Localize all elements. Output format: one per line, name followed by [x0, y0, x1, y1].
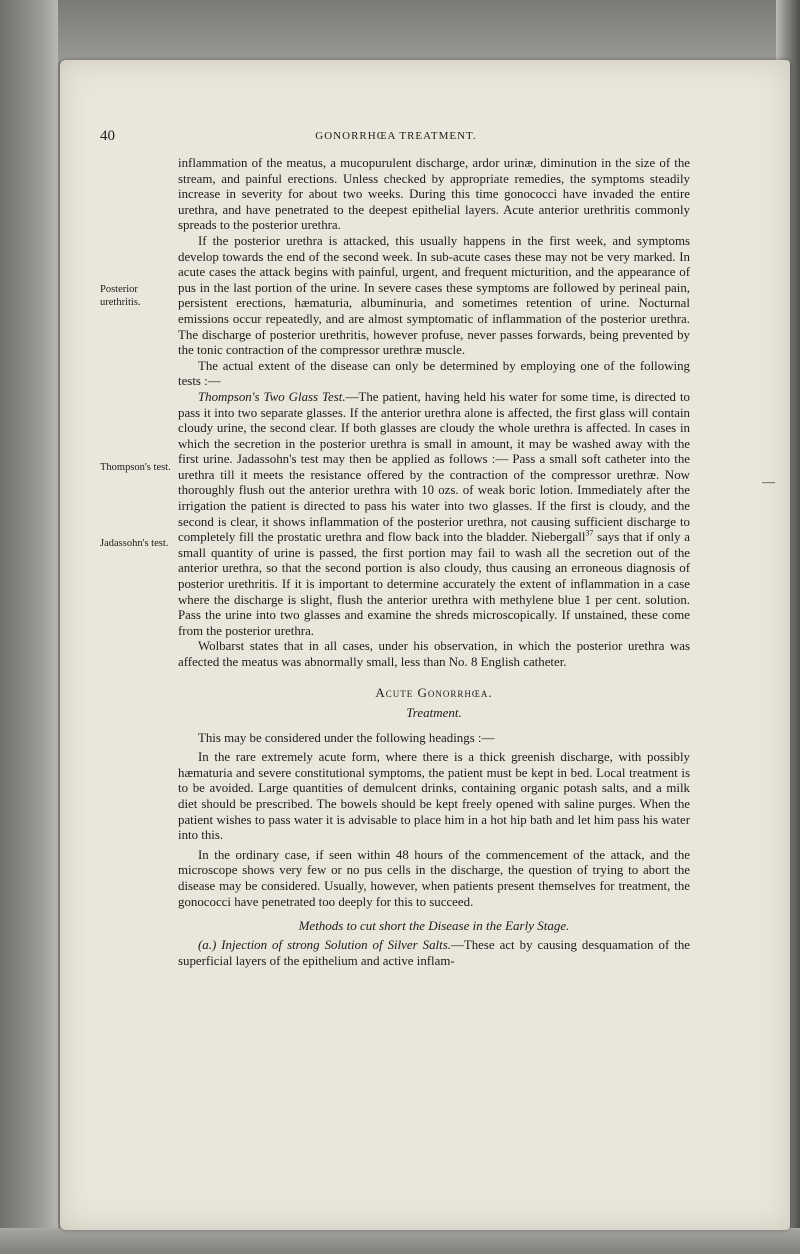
- thompson-test-title: Thompson's Two Glass Test.: [197, 389, 346, 404]
- paragraph-acute-form: In the rare extremely acute form, where there is a thick greenish discharge, with possibly hæmaturia and severe constitutional symptoms, the patient must be kept in bed. Local treatment is to be avoided. Large quantities of demulcent drinks, containing organic potash salts, and a milk diet should be prescribed. The bowels should be kept freely opened with saline purges. When the patient wishes to pass water it is advisable to place him in a hot hip bath and let him pass his water into this.: [178, 750, 690, 843]
- footnote-ref: 37: [585, 528, 594, 538]
- page-number: 40: [100, 128, 115, 144]
- running-title: GONORRHŒA TREATMENT.: [315, 130, 477, 142]
- scan-background-left: [0, 0, 58, 1254]
- margin-mark: —: [762, 474, 775, 489]
- sub-heading-methods: Methods to cut short the Disease in the Early Stage.: [298, 918, 570, 934]
- thompson-test-text: —The patient, having held his water for some time, is directed to pass it into two separate glasses. If the anterior urethra alone is affected, the first glass will contain cloudy urine, the second clear. If both glasses are cloudy the whole urethra is affected. In cases in which the secretion in the posterior urethra is small in amount, it may be washed away with the first urine. Jadassohn's test may then be applied as follows :— Pass a small soft catheter into the urethra till it meets the resistance offered by the contraction of the compressor urethræ. Now thoroughly flush out the anterior urethra with 10 ozs. of weak boric lotion. Immediately after the irrigation the patient is directed to pass his water into two glasses. If the first is cloudy, and the second is clear, it shows inflammation of the posterior urethra, not causing sufficient discharge to completely fill the prostatic urethra and flow back into the bladder. Niebergall: [178, 389, 690, 545]
- paragraph-headings-intro: This may be considered under the following headings :—: [197, 730, 495, 745]
- scan-background-top: [0, 0, 800, 62]
- sidenote-jadassohns-test: Jadassohn's test.: [100, 538, 169, 549]
- paragraph-continued: inflammation of the meatus, a mucopurulent discharge, ardor urinæ, diminution in the size of the stream, and painful erections. Unless checked by appropriate remedies, the symptoms steadily increase in severity for about two weeks. During this time gonococci have invaded the entire urethra, and have penetrated to the deepest epithelial layers. Acute anterior urethritis commonly spreads to the posterior urethra.: [178, 156, 690, 233]
- thompson-test-text-cont: says that if only a small quantity of urine is passed, the first portion may fail to wash all the secretion out of the anterior urethra, so that the second portion is also cloudy, thus causing an erroneous diagnosis of posterior urethritis. If it is important to determine accurately the extent of inflammation in a case where the discharge is slight, flush the anterior urethra with methylene blue 1 per cent. solution. Pass the urine into two glasses and examine the shreds microscopically. If unstained, these come from the posterior urethra.: [178, 530, 690, 638]
- page-header: [100, 128, 692, 148]
- sidenote-posterior-urethritis: Posterior urethritis.: [100, 284, 141, 308]
- scan-background-bottom: [0, 1228, 800, 1254]
- body-text: [178, 156, 690, 969]
- paragraph-ordinary-case: In the ordinary case, if seen within 48 hours of the commencement of the attack, and the microscope shows very few or no pus cells in the discharge, the question of trying to abort the disease may be considered. Usually, however, when patients present themselves for treatment, the gonococci have penetrated too deeply for this to succeed.: [178, 847, 690, 909]
- paragraph-thompson-test: [178, 390, 690, 640]
- paragraph-posterior-urethritis: If the posterior urethra is attacked, this usually happens in the first week, and symptoms develop towards the end of the second week. In sub-acute cases these may not be very marked. In acute cases the attack begins with painful, urgent, and frequent micturition, and the appearance of pus in the last portion of the urine. In severe cases these symptoms are followed by perineal pain, persistent erections, hæmaturia, albuminuria, and sometimes retention of urine. Nocturnal emissions occur repeatedly, and are almost symptomatic of inflammation of the posterior urethra. The discharge of posterior urethritis, however profuse, never passes forwards, being prevented by the tonic contraction of the compressor urethræ muscle.: [178, 233, 690, 358]
- sub-heading-treatment: Treatment.: [406, 704, 462, 720]
- paragraph-tests-intro: The actual extent of the disease can only be determined by employing one of the following tests :—: [178, 358, 690, 389]
- sidenote-thompsons-test: Thompson's test.: [100, 462, 171, 473]
- paragraph-silver-salts: [178, 938, 690, 969]
- silver-salts-text: —These act by causing desquamation of the superficial layers of the epithelium and active inflam-: [178, 938, 690, 968]
- silver-salts-title: (a.) Injection of strong Solution of Silver Salts.: [197, 938, 451, 953]
- section-heading: Acute Gonorrhœa.: [375, 684, 493, 700]
- paragraph-wolbarst: Wolbarst states that in all cases, under his observation, in which the posterior urethra was affected the meatus was abnormally small, less than No. 8 English catheter.: [178, 639, 690, 669]
